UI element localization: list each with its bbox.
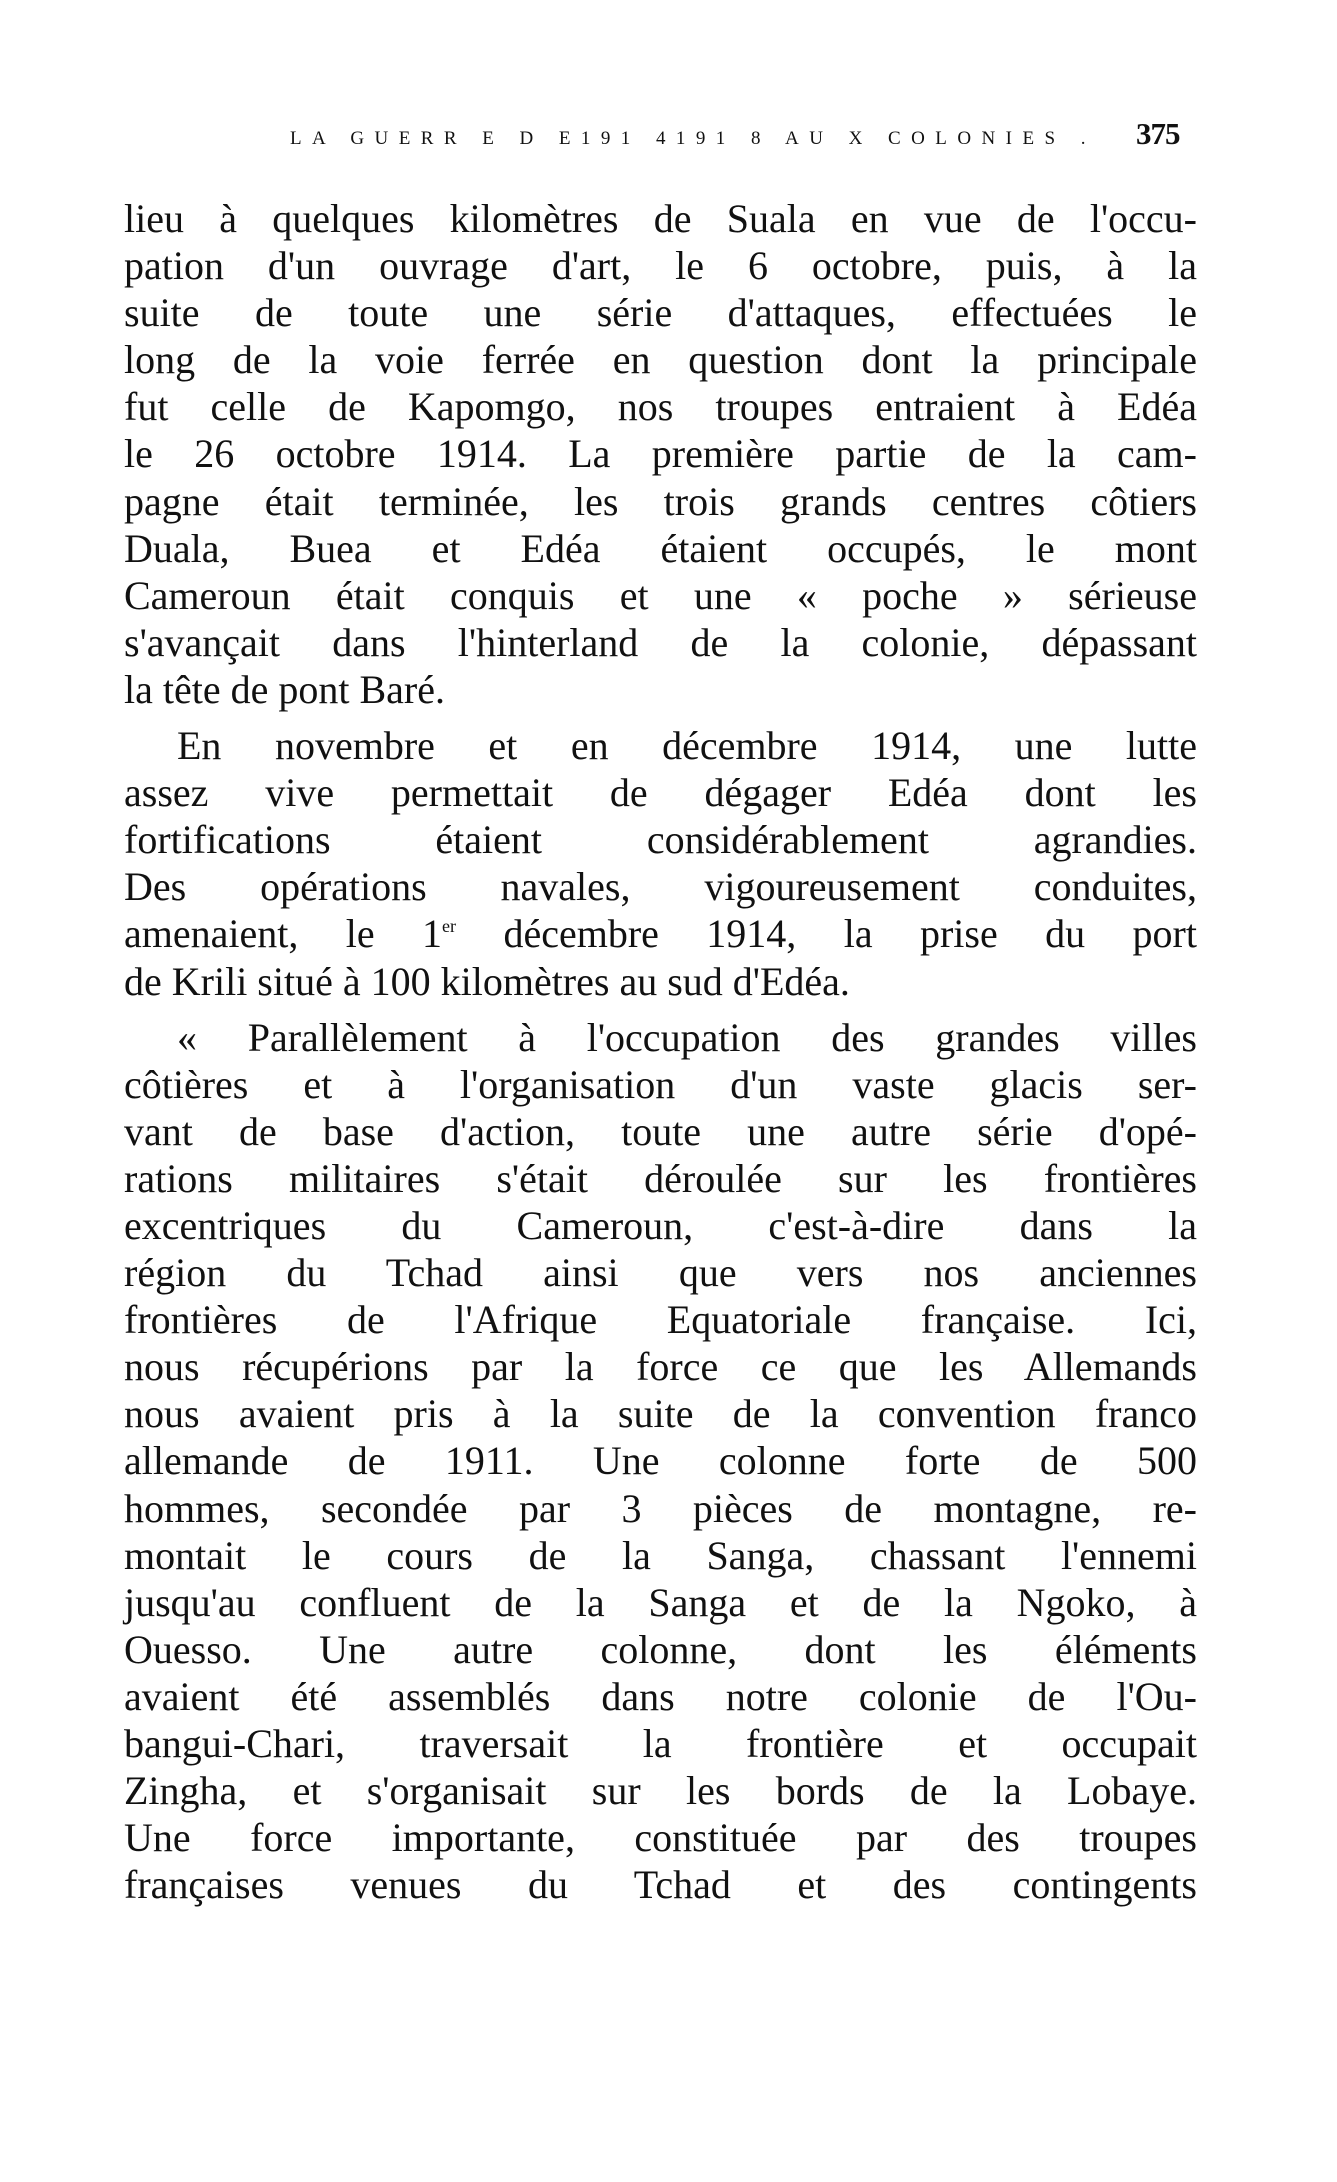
line-head: amenaient, le 1 [124,911,443,957]
text-line: jusqu'au confluent de la Sanga et de la Ngoko, à [124,1579,1197,1625]
text-line: pation d'un ouvrage d'art, le 6 octobre, puis, à la [124,243,1197,289]
text-line: avaient été assemblés dans notre colonie de l'Ou- [124,1673,1197,1719]
text-line: côtières et à l'organisation d'un vaste glacis ser- [124,1061,1197,1107]
text-line: lieu à quelques kilomètres de Suala en vue de l'occu- [124,196,1197,241]
text-line: la tête de pont Baré. [124,666,445,712]
text-line: En novembre et en décembre 1914, une lutte [177,723,1197,769]
text-line: pagne était terminée, les trois grands centres côtiers [124,478,1197,524]
paragraph-2 [124,722,1197,1005]
text-line: Des opérations navales, vigoureusement conduites, [124,864,1197,910]
text-line: rations militaires s'était déroulée sur les frontières [124,1155,1197,1201]
text-line: Une force importante, constituée par des troupes [124,1815,1197,1861]
ordinal-superscript: er [442,916,457,937]
text-line: Cameroun était conquis et une « poche » sérieuse [124,572,1197,618]
text-line: « Parallèlement à l'occupation des grandes villes [177,1014,1197,1060]
paragraph-gap [124,1005,1197,1014]
text-line-with-superscript [124,910,1197,957]
text-line: fortifications étaient considérablement agrandies. [124,817,1197,863]
text-line: montait le cours de la Sanga, chassant l'ennemi [124,1532,1197,1578]
text-line: suite de toute une série d'attaques, effectuées le [124,290,1197,336]
text-line: françaises venues du Tchad et des contingents [124,1862,1197,1908]
paragraph-3 [124,1014,1197,1909]
paragraph-1 [124,195,1197,713]
text-line: s'avançait dans l'hinterland de la colonie, dépassant [124,619,1197,665]
body-text [124,195,1197,1908]
text-line: nous récupérions par la force ce que les Allemands [124,1344,1197,1390]
text-line: nous avaient pris à la suite de la convention franco [124,1391,1197,1437]
text-line: de Krili situé à 100 kilomètres au sud d'Edéa. [124,958,850,1004]
text-line: long de la voie ferrée en question dont la principale [124,337,1197,383]
running-head: LA GUERR E D E191 4191 8 AU X COLONIES . [290,128,1096,149]
page-number: 375 [1136,116,1180,151]
text-line: excentriques du Cameroun, c'est-à-dire dans la [124,1202,1197,1248]
text-line: hommes, secondée par 3 pièces de montagne, re- [124,1485,1197,1531]
text-line: vant de base d'action, toute une autre série d'opé- [124,1108,1197,1154]
line-tail: décembre 1914, la prise du port [456,911,1197,957]
paragraph-gap [124,713,1197,722]
text-line: allemande de 1911. Une colonne forte de 500 [124,1438,1197,1484]
text-line: Duala, Buea et Edéa étaient occupés, le mont [124,525,1197,571]
text-line: fut celle de Kapomgo, nos troupes entraient à Edéa [124,384,1197,430]
text-line: bangui-Chari, traversait la frontière et occupait [124,1721,1197,1766]
text-line: le 26 octobre 1914. La première partie de la cam- [124,431,1197,477]
text-line: frontières de l'Afrique Equatoriale française. Ici, [124,1297,1197,1343]
text-line: Zingha, et s'organisait sur les bords de la Lobaye. [124,1768,1197,1814]
text-line: région du Tchad ainsi que vers nos anciennes [124,1250,1197,1296]
text-line: assez vive permettait de dégager Edéa dont les [124,770,1197,816]
text-line: Ouesso. Une autre colonne, dont les éléments [124,1626,1197,1672]
